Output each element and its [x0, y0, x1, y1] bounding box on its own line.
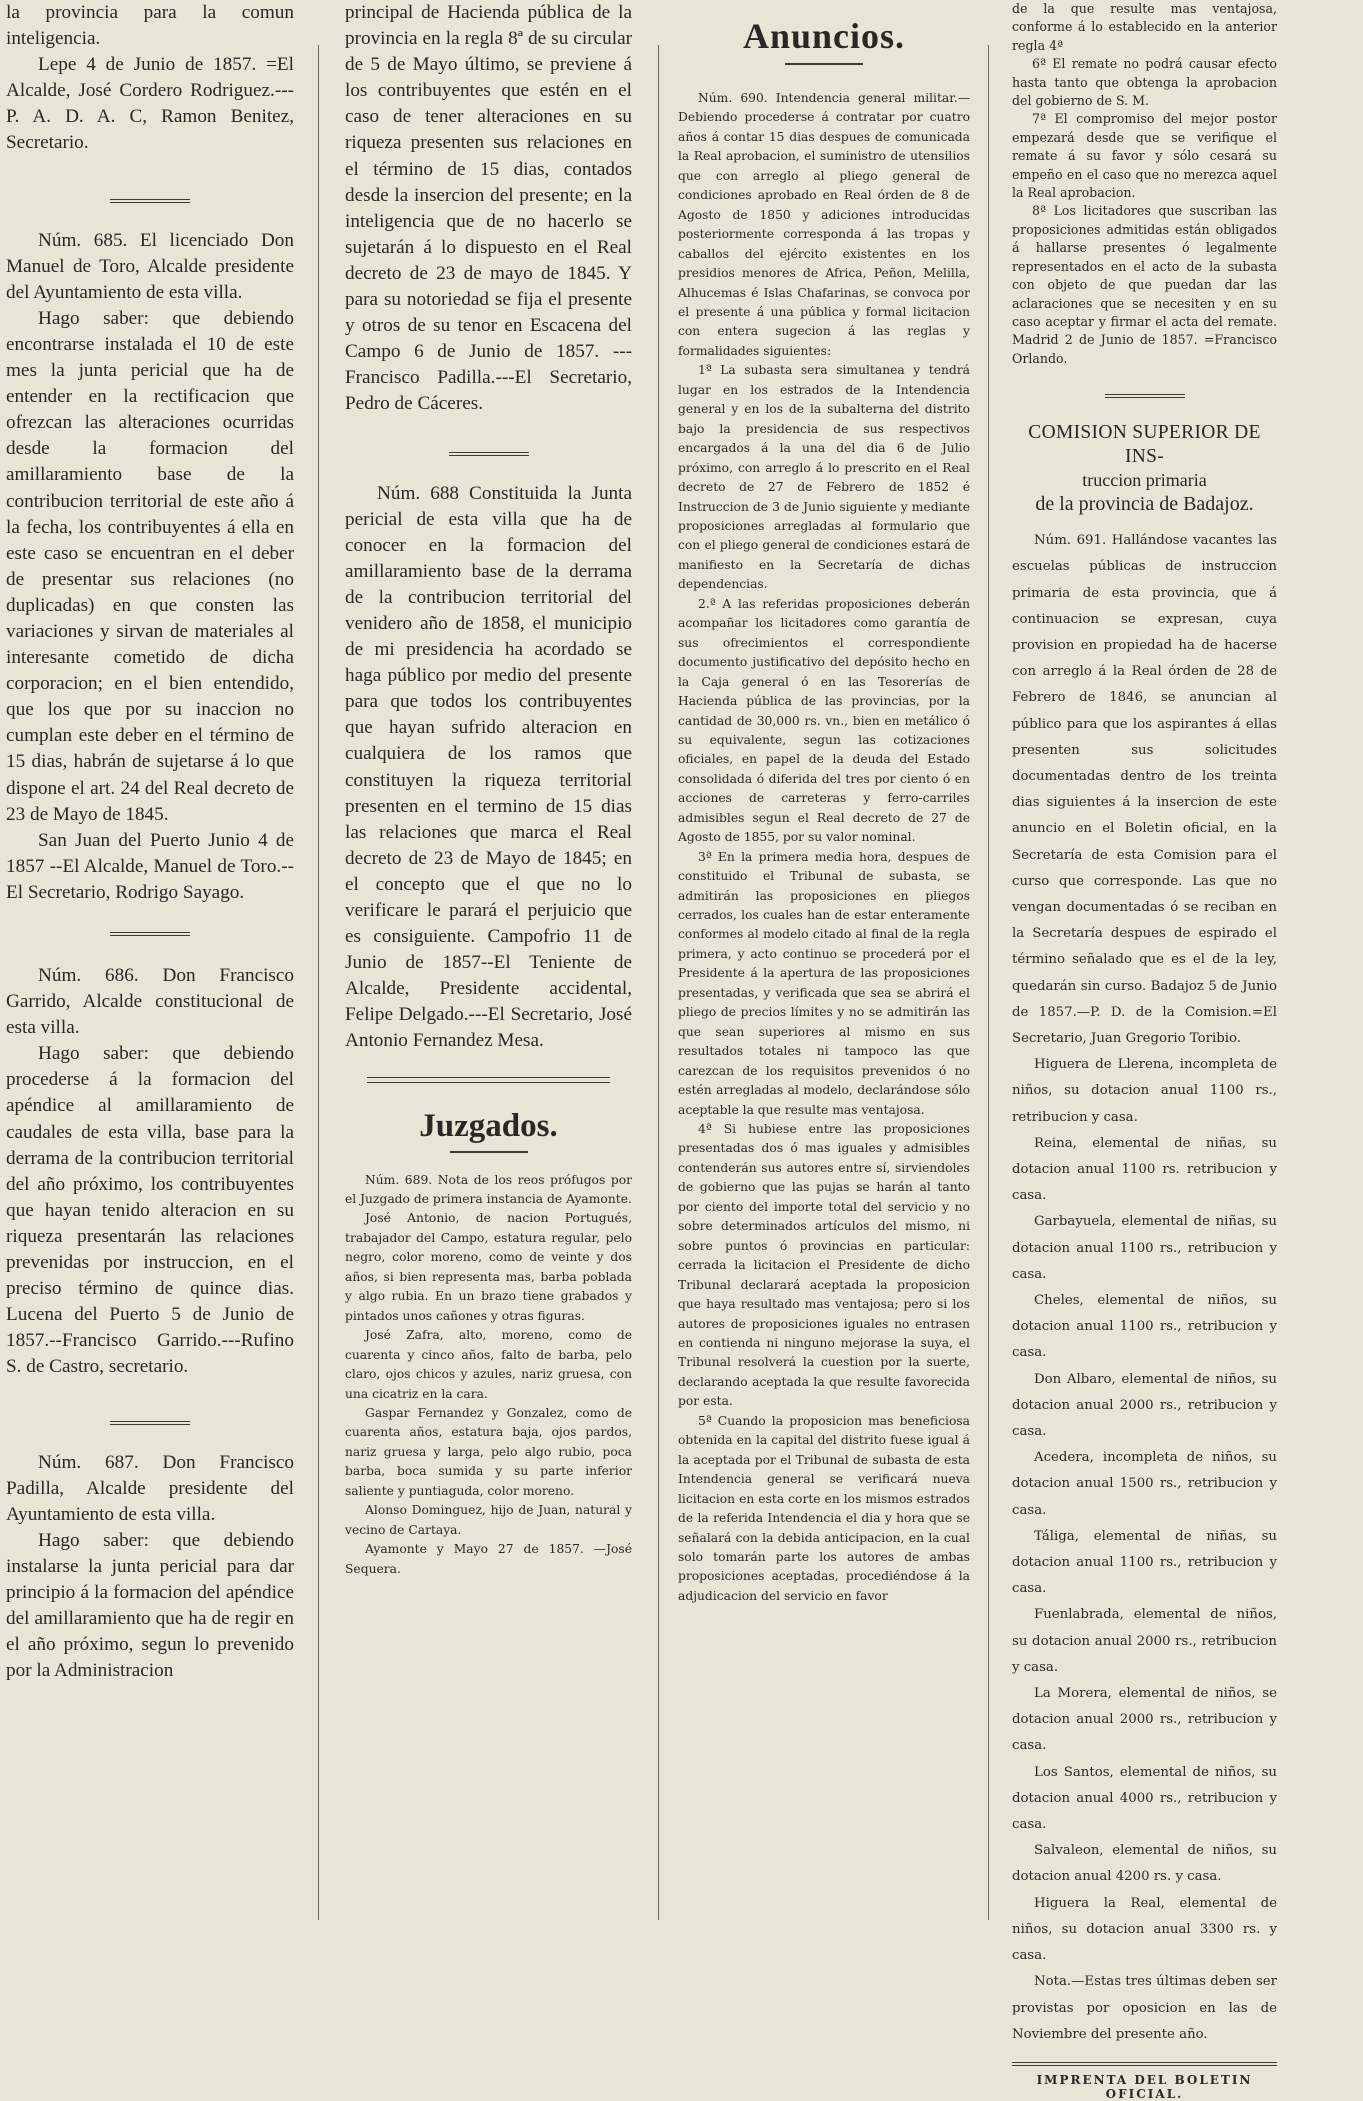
paragraph: Hago saber: que debiendo encontrarse instalada el 10 de este mes la junta pericial que ha de entender en la rectificacion que ofrezcan las alteraciones ocurridas desde la formacion del amillaramiento base de la contribucion territorial de este año á la fecha, los contribuyentes á ella en este caso se encuentran en el deber de presentar sus relaciones (no duplicadas) en que consten las variaciones y sirvan de materiales al interesante cometido de dicha corporacion; en el bien entendido, que los que por su inaccion no cumplan este deber en el término de 15 dias, habrán de sujetarse á lo que dispone el art. 24 del Real decreto de 23 de Mayo de 1845.: [6, 307, 294, 825]
school-entry: La Morera, elemental de niños, se dotacion anual 2000 rs., retribucion y casa.: [1012, 1686, 1277, 1754]
school-entry: Salvaleon, elemental de niños, su dotacion anual 4200 rs. y casa.: [1012, 1843, 1277, 1885]
column-1: [6, 0, 294, 1920]
separator: [110, 199, 190, 200]
column-3: [678, 0, 970, 1920]
separator: [110, 932, 190, 933]
school-entry: Don Albaro, elemental de niños, su dotacion anual 2000 rs., retribucion y casa.: [1012, 1371, 1277, 1440]
school-entry: Fuenlabrada, elemental de niños, su dotacion anual 2000 rs., retribucion y casa.: [1012, 1607, 1277, 1675]
paragraph: 4ª Si hubiese entre las proposiciones presentadas dos ó mas iguales y admisibles contenderán sus autores entre sí, sirviendoles de gobierno que las pujas se harán al tanto por ciento del importe total del servicio y no sobre determinados artículos del mismo, ni sobre puntos ó provincias en particular: cerrada la licitacion el Presidente de dicho Tribunal declarará aceptada la proposicion que haya resultado mas ventajosa; pero si los autores de proposiciones iguales no entrasen en contienda ni ninguno mejorase la suya, el Tribunal resolverá la cuestion por la suerte, declarando aceptada la que resulte favorecida por esta.: [678, 1122, 970, 1409]
title-underline: [785, 63, 863, 65]
notice-688: Núm. 688 Constituida la Junta pericial de esta villa que ha de conocer en la formacion del amillaramiento base de la derrama de la contribucion territorial del venidero año de 1858, el municipio de mi presidencia ha acordado se haga público por medio del presente para que todos los contribuyentes que hayan sufrido alteracion en cualquiera de los ramos que constituyen la riqueza territorial presenten en el termino de 15 dias las relaciones que marca el Real decreto de 23 de Mayo de 1845; en el concepto que el que no lo verificare le parará el perjuicio que es consiguiente. Campofrio 11 de Junio de 1857--El Teniente de Alcalde, Presidente accidental, Felipe Delgado.---El Secretario, José Antonio Fernandez Mesa.: [345, 482, 632, 1052]
notice-687-title: Núm. 687. Don Francisco Padilla, Alcalde presidente del Ayuntamiento de esta villa.: [6, 1451, 294, 1525]
paragraph: Alonso Dominguez, hijo de Juan, natural y vecino de Cartaya.: [345, 1503, 632, 1537]
school-entry: Acedera, incompleta de niños, su dotacion anual 1500 rs., retribucion y casa.: [1012, 1450, 1277, 1518]
column-4: [1012, 0, 1277, 2101]
paragraph: principal de Hacienda pública de la provincia en la regla 8ª de su circular de 5 de Mayo último, se previene á los contribuyentes que estén en el caso de tener alteraciones en su riqueza presenten sus relaciones en el término de 15 dias, contados desde la insercion del presente; en la inteligencia que de no hacerlo se sujetarán á lo dispuesto en el Real decreto de 23 de mayo de 1845. Y para su notoriedad se fija el presente y otros de su tenor en Escacena del Campo 6 de Junio de 1857. ---Francisco Padilla.---El Secretario, Pedro de Cáceres.: [345, 2, 632, 415]
paragraph: 7ª El compromiso del mejor postor empezará desde que se verifique el remate á su favor y sólo cesará su empeño en el caso que no merezca aquel la Real aprobacion.: [1012, 111, 1277, 201]
paragraph: José Antonio, de nacion Portugués, trabajador del Campo, estatura regular, pelo negro, color moreno, como de veinte y dos años, si bien representa mas, barba poblada y algo rubia. En un brazo tiene grabados y pintados unos cañones y otras figuras.: [345, 1211, 632, 1323]
paragraph: de la que resulte mas ventajosa, conforme á lo establecido en la anterior regla 4ª: [1012, 1, 1277, 53]
school-entry: Los Santos, elemental de niños, su dotacion anual 4000 rs., retribucion y casa.: [1012, 1764, 1277, 1833]
paragraph: 2.ª A las referidas proposiciones deberán acompañar los licitadores como garantía de sus ofrecimientos el correspondiente documento justificativo del depósito hecho en la Caja general ó en las Tesorerías de Hacienda pública de las provincias, por la cantidad de 30,000 rs. vn., bien en metálico ó su equivalente, segun las cotizaciones oficiales, en papel de la deuda del Estado consolidada ó diferida del tres por ciento ó en acciones de carreteras y ferro-carriles admisibles segun el Real decreto de 27 de Agosto de 1855, por su valor nominal.: [678, 596, 970, 845]
comision-heading: [1012, 421, 1277, 518]
school-entry: Garbayuela, elemental de niñas, su dotacion anual 1100 rs., retribucion y casa.: [1012, 1214, 1277, 1282]
separator: [1012, 2062, 1277, 2063]
paragraph: 5ª Cuando la proposicion mas beneficiosa obtenida en la capital del distrito fuese igual á la aceptada por el Tribunal de subasta de esta Intendencia general se verificará nueva licitacion en esta corte en los mismos estrados de la referida Intendencia el dia y hora que se señalará con la debida anticipacion, en la cual solo tomarán parte los autores de ambas proposiciones aceptadas, procediéndose á la adjudicacion del servicio en favor: [678, 1413, 970, 1603]
paragraph: Lepe 4 de Junio de 1857. =El Alcalde, José Cordero Rodriguez.---P. A. D. A. C, Ramon Benitez, Secretario.: [6, 54, 294, 154]
printer-footer: IMPRENTA DEL BOLETIN OFICIAL.: [1036, 2072, 1253, 2101]
column-rule: [658, 45, 659, 1920]
section-title-anuncios: Anuncios.: [742, 16, 906, 56]
paragraph: Hago saber: que debiendo instalarse la junta pericial para dar principio á la formacion del apéndice del amillaramiento que ha de regir en el año próximo, segun lo prevenido por la Administracion: [6, 1529, 294, 1682]
paragraph: Ayamonte y Mayo 27 de 1857. —José Sequera.: [345, 1542, 632, 1576]
section-title-juzgados: Juzgados.: [419, 1107, 558, 1144]
school-entry: Higuera de Llerena, incompleta de niños, su dotacion anual 1100 rs., retribucion y casa.: [1012, 1057, 1277, 1125]
school-entry: Higuera la Real, elemental de niños, su dotacion anual 3300 rs. y casa.: [1012, 1895, 1277, 1964]
paragraph: 3ª En la primera media hora, despues de constituido el Tribunal de subasta, se admitirán las proposiciones en pliegos cerrados, los cuales han de estar enteramente conformes al modelo citado al final de la regla primera, y acto continuo se procederá por el Presidente á la apertura de las proposiciones presentadas, y verificada que sea se abrirá el pliego de precios límites y no se admitirán las que sean superiores al mismo en sus resultados totales ni tampoco las que carezcan de los requisitos prevenidos ó no estén arregladas al modelo, declarándose sólo aceptable la que resulte mas ventajosa.: [678, 849, 970, 1117]
notice-690-intro: Núm. 690. Intendencia general militar.—Debiendo procederse á contratar por cuatro años á contar 15 dias despues de comunicada la Real aprobacion, el suministro de utensilios que con arreglo al pliego general de condiciones aprobado en Real órden de 8 de Agosto de 1850 y adiciones introducidas posteriormente corresponda á las tropas y caballos del ejército existentes en los presidios menores de Africa, Peñon, Melilla, Alhucemas é Islas Chafarinas, se convoca por el presente á una pública y formal licitacion con entera sugecion á las reglas y formalidades siguientes:: [678, 91, 970, 358]
paragraph: la provincia para la comun inteligencia.: [6, 2, 294, 50]
column-2: [345, 0, 632, 1920]
notice-685-title: Núm. 685. El licenciado Don Manuel de Toro, Alcalde presidente del Ayuntamiento de esta villa.: [6, 229, 294, 303]
note: Nota.—Estas tres últimas deben ser provistas por oposicion en las de Noviembre del presente año.: [1012, 1974, 1277, 2042]
notice-689-title: Núm. 689. Nota de los reos prófugos por el Juzgado de primera instancia de Ayamonte.: [345, 1172, 632, 1207]
column-rule: [318, 45, 319, 1920]
separator: [449, 452, 529, 453]
paragraph: 1ª La subasta sera simultanea y tendrá lugar en los estrados de la Intendencia general y en los de la subalterna del distrito bajo la presidencia de sus respectivos encargados á la una del dia 6 de Julio próximo, con arreglo á lo prescrito en el Real decreto de 27 de Febrero de 1852 é Instruccion de 3 de Junio siguiente y mediante proposiciones arregladas al formulario que con el pliego general de condiciones estará de manifiesto en la Secretaría de dichas dependencias.: [678, 363, 970, 592]
paragraph: 6ª El remate no podrá causar efecto hasta tanto que obtenga la aprobacion del gobierno de S. M.: [1012, 56, 1277, 109]
column-rule: [988, 45, 989, 1920]
heading-line: truccion primaria: [1082, 470, 1207, 491]
paragraph: 8ª Los licitadores que suscriban las proposiciones admitidas están obligados á hallarse presentes ó legalmente representados en el acto de la subasta con objeto de que puedan dar las aclaraciones que se necesiten y en su caso aceptar y firmar el acta del remate. Madrid 2 de Junio de 1857. =Francisco Orlando.: [1012, 203, 1277, 366]
separator: [367, 1077, 610, 1084]
separator: [110, 1421, 190, 1422]
notice-686-title: Núm. 686. Don Francisco Garrido, Alcalde constitucional de esta villa.: [6, 965, 294, 1039]
paragraph: San Juan del Puerto Junio 4 de 1857 --El Alcalde, Manuel de Toro.--El Secretario, Rodrigo Sayago.: [6, 829, 294, 903]
paragraph: Hago saber: que debiendo procederse á la formacion del apéndice al amillaramiento de caudales de esta villa, base para la derrama de la contribucion territorial del año próximo, los contribuyentes que hayan tenido alteracion en su riqueza presentarán las relaciones prevenidas por instruccion, en el preciso término de quince dias. Lucena del Puerto 5 de Junio de 1857.--Francisco Garrido.---Rufino S. de Castro, secretario.: [6, 1043, 294, 1378]
paragraph: Gaspar Fernandez y Gonzalez, como de cuarenta años, estatura baja, ojos pardos, nariz gruesa y larga, pelo algo rubio, poca barba, boca sumida y su parte inferior saliente y puntiaguda, color moreno.: [345, 1406, 632, 1498]
school-entry: Táliga, elemental de niñas, su dotacion anual 1100 rs., retribucion y casa.: [1012, 1528, 1277, 1597]
school-entry: Cheles, elemental de niños, su dotacion anual 1100 rs., retribucion y casa.: [1012, 1293, 1277, 1361]
paragraph: José Zafra, alto, moreno, como de cuarenta y cinco años, falto de barba, pelo claro, ojos chicos y azules, nariz gruesa, con una cicatriz en la cara.: [345, 1328, 632, 1401]
heading-line: de la provincia de Badajoz.: [1035, 493, 1254, 516]
school-entry: Reina, elemental de niñas, su dotacion anual 1100 rs. retribucion y casa.: [1012, 1135, 1277, 1204]
notice-691: Núm. 691. Hallándose vacantes las escuelas públicas de instruccion primaria de esta provincia, que á continuacion se expresan, cuya provision en propiedad ha de hacerse con arreglo á la Real órden de 28 de Febrero de 1846, se anuncian al público para que los aspirantes á ellas presenten sus solicitudes documentadas dentro de los treinta dias siguientes á la insercion de este anuncio en el Boletin oficial, en la Secretaría de esta Comision para el curso que corresponde. Las que no vengan documentadas ó se reciban en la Secretaría despues de espirado el término señalado que es el de la ley, quedarán sin curso. Badajoz 5 de Junio de 1857.—P. D. de la Comision.=El Secretario, Juan Gregorio Toribio.: [1012, 533, 1277, 1046]
heading-line: COMISION SUPERIOR DE INS-: [1028, 422, 1261, 468]
separator: [1105, 394, 1185, 395]
title-underline: [450, 1151, 528, 1153]
